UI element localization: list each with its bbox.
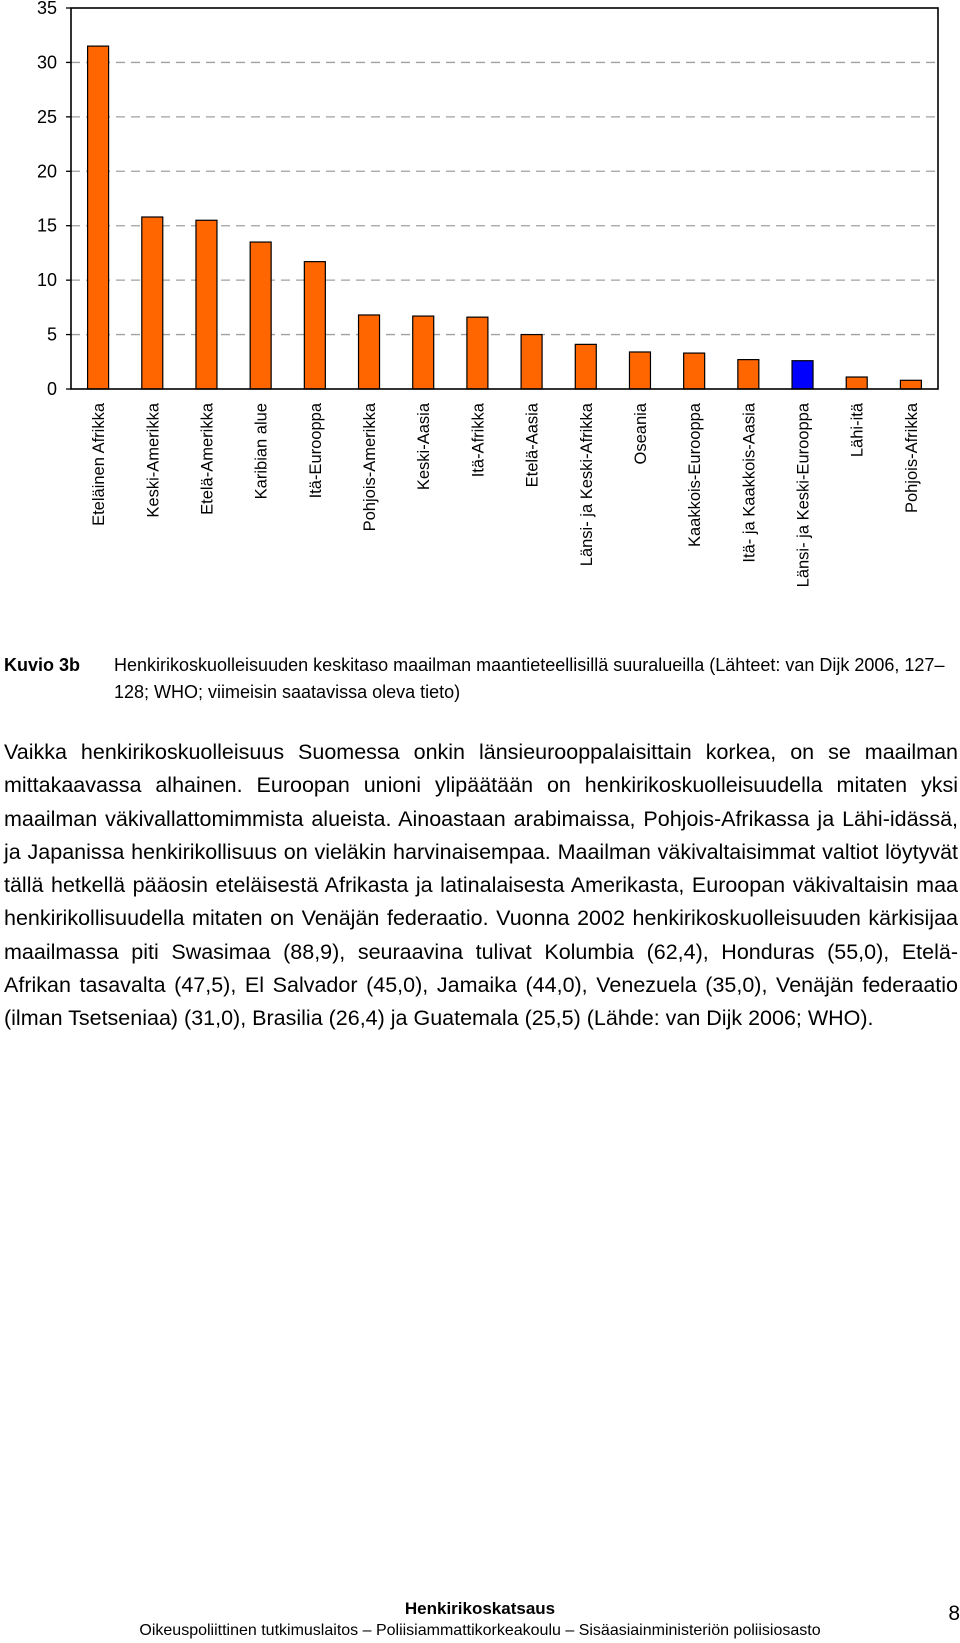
bar-11: [684, 353, 705, 389]
y-tick-label-4: 20: [36, 161, 57, 182]
x-category-label-8: Etelä-Aasia: [523, 403, 542, 488]
y-tick-label-7: 35: [36, 0, 57, 18]
y-tick-label-5: 25: [36, 106, 57, 127]
bar-4: [304, 262, 325, 389]
y-tick-label-1: 5: [46, 324, 57, 345]
y-tick-label-0: 0: [46, 379, 57, 399]
bar-15: [900, 380, 921, 389]
bar-3: [250, 242, 271, 389]
x-category-label-12: Itä- ja Kaakkois-Aasia: [740, 403, 759, 563]
bar-14: [846, 377, 867, 389]
x-category-label-9: Länsi- ja Keski-Afrikka: [577, 403, 596, 567]
y-tick-label-3: 15: [36, 215, 57, 236]
x-category-label-5: Pohjois-Amerikka: [361, 403, 380, 532]
figure-label: Kuvio 3b: [4, 655, 81, 675]
bar-5: [359, 315, 380, 389]
body-paragraph: Vaikka henkirikoskuolleisuus Suomessa onkin länsieurooppalaisittain korkea, on se maailman mittakaavassa alhainen. Euroopan unioni ylipäätään on henkirikoskuolleisuudella mitaten yksi maailman väkivallattomimmista alueista. Ainoastaan arabimaissa, Pohjois-Afrikassa ja Lähi-idässä, ja Japanissa henkirikollisuus on vieläkin harvinaisempaa. Maailman väkivaltaisimmat valtiot löytyvät tällä hetkellä pääosin eteläisestä Afrikasta ja latinalaisesta Amerikasta, Euroopan väkivaltaisin maa henkirikollisuudella mitaten on Venäjän federaatio. Vuonna 2002 henkirikoskuolleisuuden kärkisijaa maailmassa piti Swasimaa (88,9), seuraavina tulivat Kolumbia (62,4), Honduras (55,0), Etelä-Afrikan tasavalta (47,5), El Salvador (45,0), Jamaika (44,0), Venezuela (35,0), Venäjän federaatio (ilman Tsetseniaa) (31,0), Brasilia (26,4) ja Guatemala (25,5) (Lähde: van Dijk 2006; WHO).: [4, 740, 958, 1031]
bar-6: [413, 316, 434, 389]
y-tick-label-6: 30: [36, 52, 57, 73]
bar-9: [575, 344, 596, 389]
footer-title: Henkirikoskatsaus: [404, 1599, 556, 1618]
bar-10: [629, 352, 650, 389]
x-category-label-10: Oseania: [631, 403, 650, 465]
x-category-label-0: Eteläinen Afrikka: [90, 403, 109, 526]
x-category-label-2: Etelä-Amerikka: [198, 403, 217, 515]
x-category-label-14: Lähi-itä: [848, 403, 867, 458]
x-category-label-3: Karibian alue: [252, 403, 271, 500]
x-category-label-13: Länsi- ja Keski-Eurooppa: [794, 403, 813, 588]
page-number: 8: [948, 1602, 960, 1625]
bar-8: [521, 335, 542, 389]
x-category-label-4: Itä-Eurooppa: [306, 403, 325, 499]
y-tick-label-2: 10: [36, 270, 57, 291]
figure-caption: [4, 652, 952, 706]
bar-chart: [0, 0, 960, 620]
bar-2: [196, 220, 217, 389]
x-category-label-7: Itä-Afrikka: [469, 403, 488, 478]
footer-institutions: Oikeuspoliittinen tutkimuslaitos – Poliisiammattikorkeakoulu – Sisäasiainministeriön poliisiosasto: [139, 1622, 821, 1639]
x-category-label-15: Pohjois-Afrikka: [902, 403, 921, 514]
bar-0: [88, 46, 109, 389]
figure-caption-text: Henkirikoskuolleisuuden keskitaso maailman maantieteellisillä suuralueilla (Lähteet: van Dijk 2006, 127–128; WHO; viimeisin saatavissa oleva tieto): [114, 655, 945, 702]
x-category-label-11: Kaakkois-Eurooppa: [686, 403, 705, 548]
bar-13: [792, 361, 813, 389]
x-category-label-6: Keski-Aasia: [415, 403, 434, 491]
bar-1: [142, 217, 163, 389]
bar-12: [738, 360, 759, 389]
bar-7: [467, 317, 488, 389]
x-category-label-1: Keski-Amerikka: [144, 403, 163, 518]
